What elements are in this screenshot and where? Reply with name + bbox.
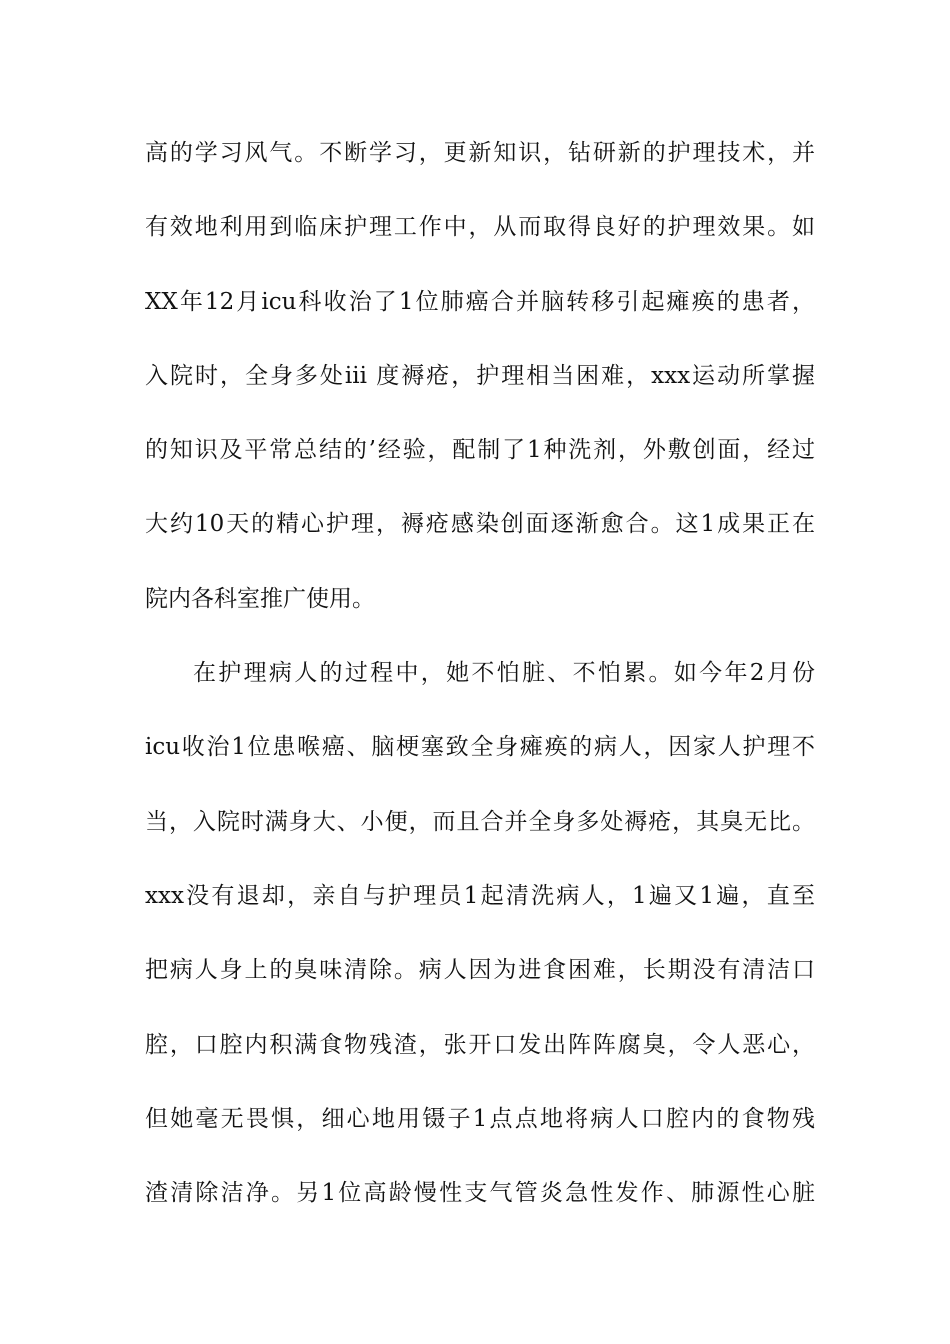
paragraph-1-line-6: 大约10天的精心护理，褥疮感染创面逐渐愈合。这1成果正在 [145, 511, 815, 538]
paragraph-2-line-8: 渣清除洁净。另1位高龄慢性支气管炎急性发作、肺源性心脏 [145, 1180, 815, 1207]
paragraph-2-line-7: 但她毫无畏惧，细心地用镊子1点点地将病人口腔内的食物残 [145, 1105, 815, 1132]
paragraph-1-line-1: 高的学习风气。不断学习，更新知识，钻研新的护理技术，并 [145, 140, 815, 166]
paragraph-1-line-2: 有效地利用到临床护理工作中，从而取得良好的护理效果。如 [145, 214, 815, 241]
paragraph-1-line-7: 院内各科室推广使用。 [145, 585, 375, 612]
paragraph-2-line-2: icu收治1位患喉癌、脑梗塞致全身瘫痪的病人，因家人护理不 [145, 734, 815, 761]
paragraph-2-line-3: 当，入院时满身大、小便，而且合并全身多处褥疮，其臭无比。 [145, 808, 815, 835]
document-body [145, 128, 815, 1242]
paragraph-1-line-3: XX年12月icu科收治了1位肺癌合并脑转移引起瘫痪的患者， [145, 288, 815, 315]
paragraph-2-line-1: 在护理病人的过程中，她不怕脏、不怕累。如今年2月份 [193, 660, 815, 687]
paragraph-2-line-5: 把病人身上的臭味清除。病人因为进食困难，长期没有清洁口 [145, 957, 815, 984]
paragraph-1-line-5: 的知识及平常总结的’经验，配制了1种洗剂，外敷创面，经过 [145, 437, 815, 464]
paragraph-1-line-4: 入院时，全身多处iii 度褥疮，护理相当困难，xxx运动所掌握 [145, 362, 815, 389]
paragraph-2-line-4: xxx没有退却，亲自与护理员1起清洗病人，1遍又1遍，直至 [145, 882, 815, 909]
paragraph-2-line-6: 腔，口腔内积满食物残渣，张开口发出阵阵腐臭，令人恶心， [145, 1031, 815, 1058]
